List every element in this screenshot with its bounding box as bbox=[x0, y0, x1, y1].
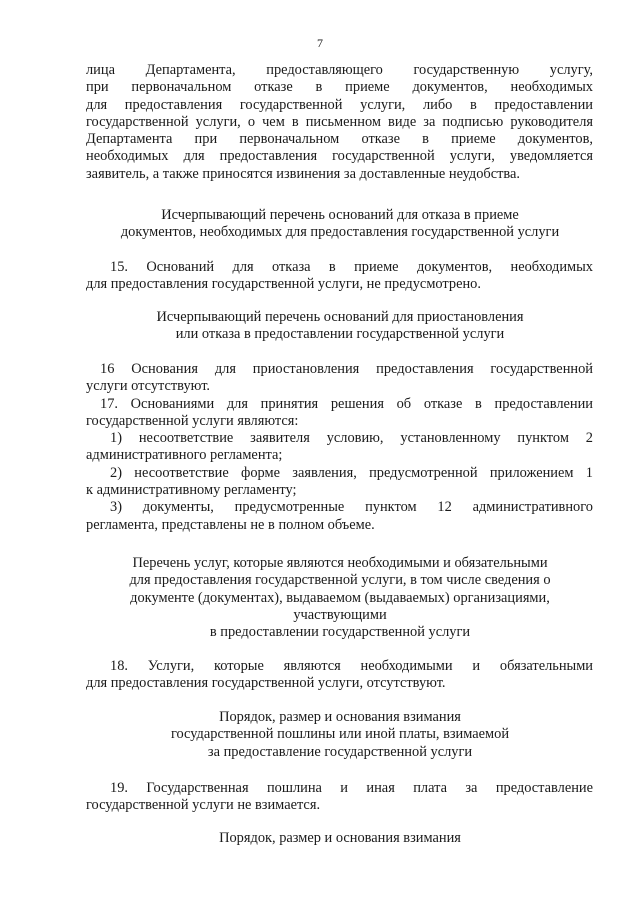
heading-line: Порядок, размер и основания взимания bbox=[219, 830, 461, 846]
text-line: регламента, представлены не в полном объеме. bbox=[86, 516, 375, 533]
text-line: услуги отсутствуют. bbox=[86, 378, 211, 395]
heading-line: участвующими bbox=[293, 606, 387, 623]
text-line: административного регламента; bbox=[86, 447, 283, 464]
section-heading-state-fee bbox=[60, 709, 620, 761]
intro-paragraph bbox=[86, 62, 593, 183]
text-line: 19. Государственная пошлина и иная плата за предоставление bbox=[110, 780, 593, 796]
text-line: государственной услуги не взимается. bbox=[86, 797, 321, 814]
list-item-2: 2) несоответствие форме заявления, предусмотренной приложением 1 bbox=[110, 464, 593, 481]
list-item-1: 1) несоответствие заявителя условию, установленному пунктом 2 bbox=[110, 430, 593, 447]
text-line: 15. Оснований для отказа в приеме документов, необходимых bbox=[110, 259, 593, 275]
heading-line: за предоставление государственной услуги bbox=[207, 743, 473, 760]
heading-line: или отказа в предоставлении государственной услуги bbox=[175, 326, 505, 343]
list-item-3: 3) документы, предусмотренные пунктом 12 административного bbox=[110, 499, 593, 516]
page-number: 7 bbox=[317, 36, 323, 50]
section-heading-suspension bbox=[60, 309, 620, 344]
text-line: к административному регламенту; bbox=[86, 482, 297, 499]
heading-line: документе (документах), выдаваемом (выдаваемых) организациями, bbox=[130, 589, 550, 606]
heading-line: для предоставления государственной услуги, в том числе сведения о bbox=[129, 572, 551, 589]
text-line: необходимых для предоставления государственной услуги, уведомляется bbox=[86, 148, 593, 165]
text-line: государственной услуги, о чем в письменном виде за подписью руководителя bbox=[86, 113, 593, 130]
text-line: 16 Основания для приостановления предоставления государственной bbox=[100, 361, 593, 377]
heading-line: Перечень услуг, которые являются необходимыми и обязательными bbox=[132, 555, 548, 571]
text-line: государственной услуги являются: bbox=[86, 412, 299, 429]
text-line: для предоставления государственной услуги, не предусмотрено. bbox=[86, 276, 481, 293]
paragraph-15 bbox=[86, 259, 593, 294]
heading-line: документов, необходимых для предоставления государственной услуги bbox=[120, 224, 560, 241]
text-line: для предоставления государственной услуги, либо в предоставлении bbox=[86, 96, 593, 113]
text-line: при первоначальном отказе в приеме документов, необходимых bbox=[86, 79, 593, 96]
text-line: 18. Услуги, которые являются необходимыми и обязательными bbox=[110, 658, 593, 674]
section-heading-fee-continued bbox=[60, 830, 620, 847]
section-heading-required-services bbox=[60, 555, 620, 641]
heading-line: Исчерпывающий перечень оснований для отказа в приеме bbox=[161, 207, 519, 223]
text-line: заявитель, а также приносятся извинения за доставленные неудобства. bbox=[86, 165, 521, 182]
section-heading-refusal-documents bbox=[60, 207, 620, 242]
paragraph-18 bbox=[86, 658, 593, 693]
text-line: Департамента при первоначальном отказе в приеме документов, bbox=[86, 131, 593, 148]
heading-line: Исчерпывающий перечень оснований для приостановления bbox=[156, 309, 524, 325]
paragraph-19 bbox=[86, 780, 593, 815]
paragraphs-16-17 bbox=[86, 361, 593, 534]
heading-line: Порядок, размер и основания взимания bbox=[219, 709, 461, 725]
text-line: лица Департамента, предоставляющего государственную услугу, bbox=[86, 62, 593, 78]
text-line: 17. Основаниями для принятия решения об отказе в предоставлении bbox=[100, 395, 593, 412]
text-line: для предоставления государственной услуги, отсутствуют. bbox=[86, 675, 446, 692]
heading-line: государственной пошлины или иной платы, взимаемой bbox=[170, 726, 510, 743]
heading-line: в предоставлении государственной услуги bbox=[209, 624, 471, 641]
